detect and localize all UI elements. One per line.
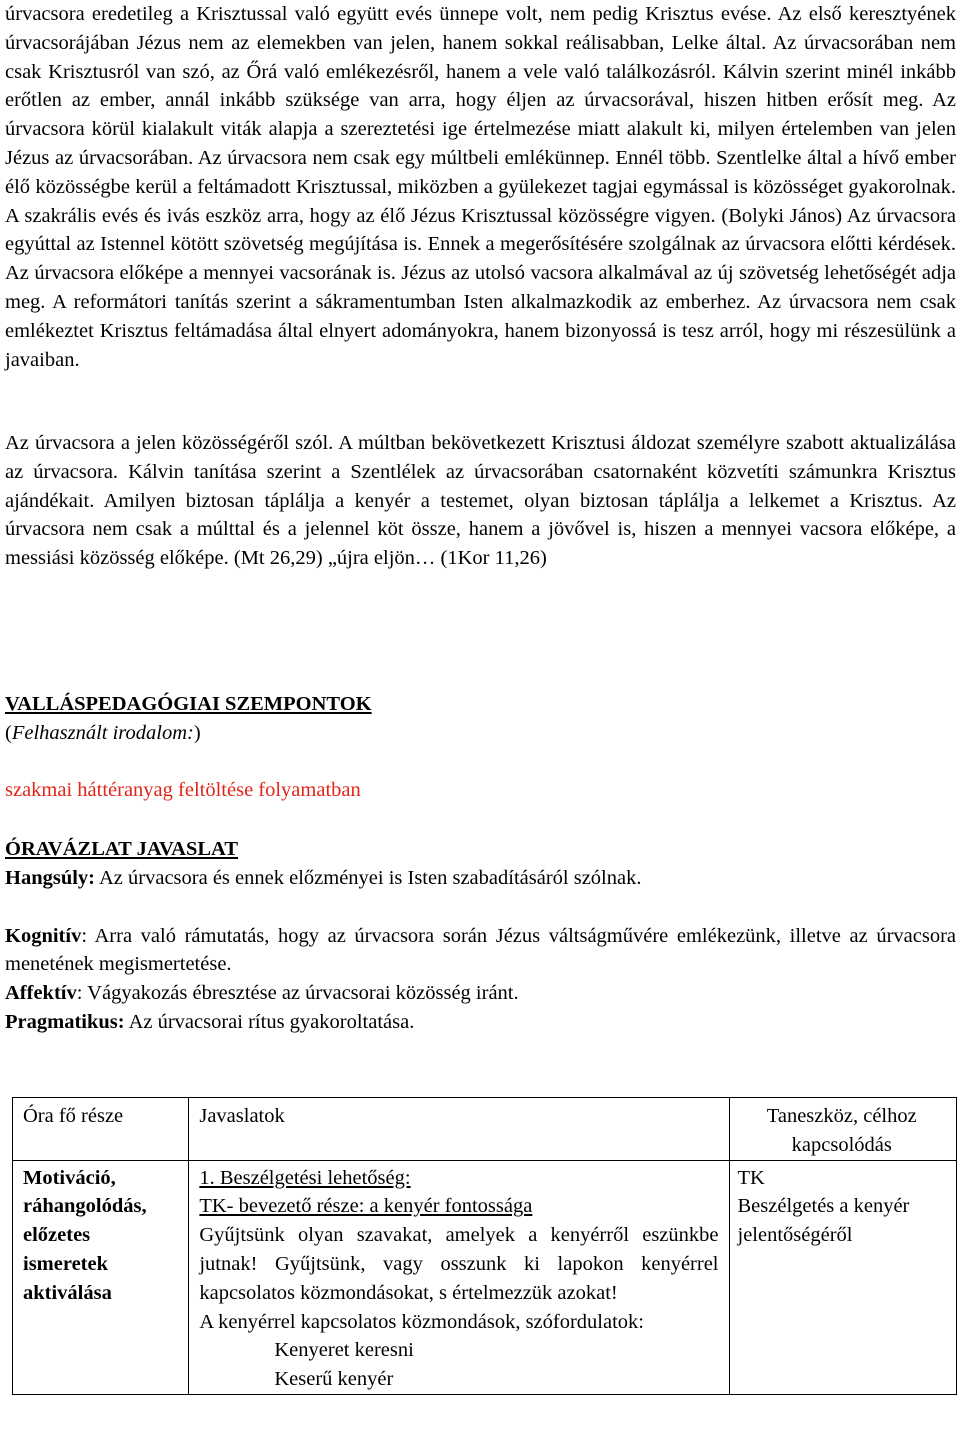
pragmatic-goal: Pragmatikus: Az úrvacsorai rítus gyakoroltatása. [5, 1010, 415, 1033]
affective-goal: Affektív: Vágyakozás ébresztése az úrvacsorai közösség iránt. [5, 982, 519, 1005]
section-heading: ÓRAVÁZLAT JAVASLAT [5, 838, 238, 860]
table-header-cell: Javaslatok [189, 1098, 729, 1161]
table-header-cell: Óra fő része [13, 1098, 189, 1161]
activity-text: Gyűjtsünk olyan szavakat, amelyek a kenyérről eszünkbe jutnak! Gyűjtsünk, vagy osszunk ki lapokon kenyérrel kapcsolatos közmondásokat, s értelmezzük azokat! [199, 1224, 719, 1304]
cognitive-goal: Kognitív: Arra való rámutatás, hogy az úrvacsora során Jézus váltságművére emlékezünk, illetve az úrvacsora menetének megismertetése. [5, 924, 956, 976]
table-row [13, 1160, 957, 1394]
tools-line: TK [737, 1166, 765, 1189]
tools-cell [729, 1160, 957, 1394]
proverb-item: Keserű kenyér [274, 1368, 394, 1391]
intro-paragraph-1: úrvacsora eredetileg a Krisztussal való együtt evés ünnepe volt, nem pedig Krisztus evése. Az első keresztyének úrvacsorájában Jézus nem az elemekben van jelen, hanem sokkal reálisabban, Lelke által. Az úrvacsorában nem csak Krisztusról van szó, az Őrá való emlékezésről, hanem a vele való találkozásról. Kálvin szerint minél inkább erőtlen az ember, annál inkább szüksége van arra, hogy éljen az úrvacsorával, hiszen hitben erősít meg. Az úrvacsora körül kialakult viták alapja a szereztetési ige értelmezése miatt alakult ki, milyen értelemben van jelen Jézus az úrvacsorában. Az úrvacsora nem csak egy múltbeli emlékünnep. Ennél több. Szentlelke által a hívő ember élő közösségbe kerül a feltámadott Krisztussal, miközben a gyülekezet tagjai egymással is közösséget gyakorolnak. A szakrális evés és ivás eszköz arra, hogy az élő Jézus Krisztussal közösségre vigyen. (Bolyki János) Az úrvacsora egyúttal az Istennel kötött szövetség megújítása is. Ennek a megerősítésére szolgálnak az úrvacsora előtti kérdések. Az úrvacsora előképe a mennyei vacsorának is. Jézus az utolsó vacsora alkalmával az új szövetség lehetőségét adja meg. A reformátori tanítás szerint a sákramentumban Isten alkalmazkodik az emberhez. Az úrvacsora nem csak emlékeztet Krisztus feltámadása által elnyert adományokra, hanem bizonyossá is tesz arról, hogy mi részesülünk a javaiban. [5, 3, 956, 371]
table-header-row [13, 1098, 957, 1161]
lesson-part-cell: Motiváció, ráhangolódás, előzetes ismeretek aktiválása [13, 1160, 189, 1394]
literature-line: (Felhasznált irodalom:) [5, 721, 201, 744]
table-header-cell: Taneszköz, célhoz kapcsolódás [729, 1098, 957, 1161]
activity-subtitle: TK- bevezető része: a kenyér fontossága [199, 1195, 533, 1218]
intro-paragraph-2: Az úrvacsora a jelen közösségéről szól. A múltban bekövetkezett Krisztusi áldozat személyre szabott aktualizálása az úrvacsora. Kálvin tanítása szerint a Szentlélek az úrvacsorában csatornaként közvetíti számunkra Krisztus ajándékait. Amilyen biztosan táplálja a kenyér a testemet, olyan biztosan táplálja a lelkemet a Krisztus. Az úrvacsora nem csak a múlttal és a jelennel köt össze, hanem a jövővel is, hiszen a mennyei vacsora előképe, a messiási közösség előképe. (Mt 26,29) „újra eljön… (1Kor 11,26) [5, 432, 956, 570]
section-heading: VALLÁSPEDAGÓGIAI SZEMPONTOK [5, 693, 372, 715]
activity-title: 1. Beszélgetési lehetőség: [199, 1166, 411, 1189]
lesson-plan-table [12, 1097, 957, 1395]
section-religious-pedagogy [5, 690, 956, 804]
proverb-item: Kenyeret keresni [274, 1339, 414, 1362]
section-lesson-plan [5, 835, 956, 1037]
tools-line: Beszélgetés a kenyér jelentőségéről [737, 1195, 910, 1247]
suggestions-cell [189, 1160, 729, 1394]
activity-text: A kenyérrel kapcsolatos közmondások, szófordulatok: [199, 1310, 644, 1333]
emphasis-line: Hangsúly: Az úrvacsora és ennek előzményei is Isten szabadításáról szólnak. [5, 866, 642, 889]
status-note: szakmai háttéranyag feltöltése folyamatban [5, 778, 361, 801]
